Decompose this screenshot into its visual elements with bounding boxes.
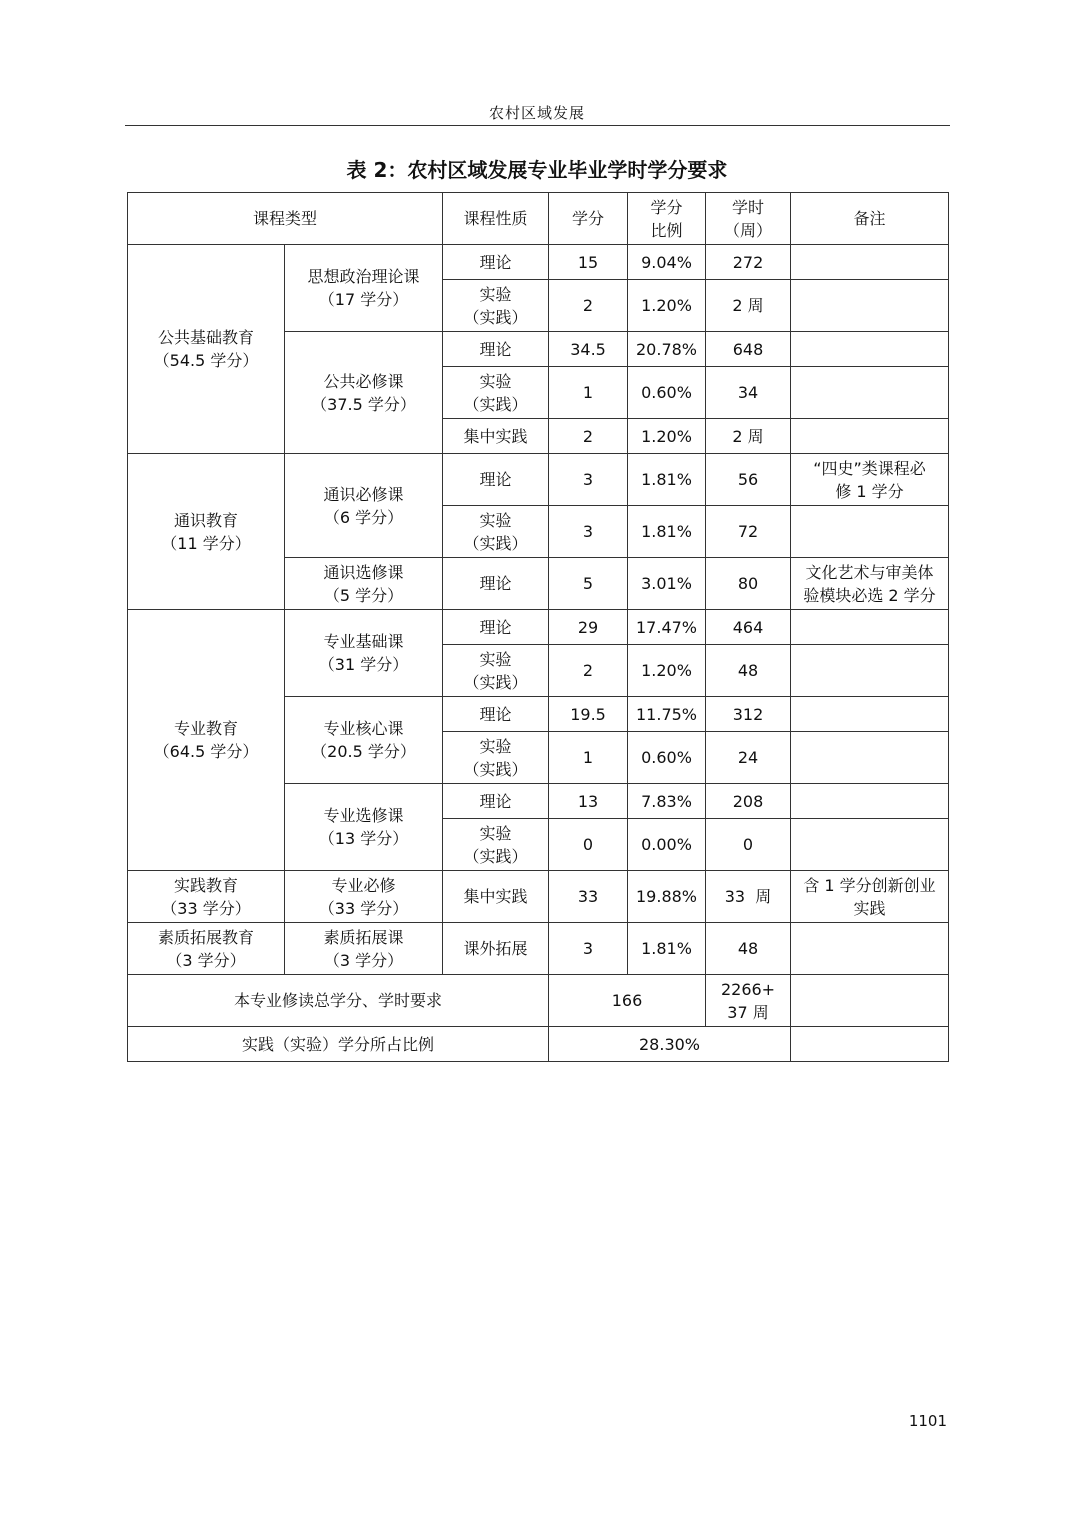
cell-ratio: 11.75% — [628, 697, 706, 732]
cell-ratio: 7.83% — [628, 784, 706, 819]
cell-credits: 3 — [549, 923, 628, 975]
table-row — [128, 454, 949, 506]
cell-hours: 48 — [706, 645, 791, 697]
cell-note — [791, 784, 949, 819]
cell-ratio: 17.47% — [628, 610, 706, 645]
cell-nature: 理论 — [443, 697, 549, 732]
cell-hours: 48 — [706, 923, 791, 975]
cell-note — [791, 419, 949, 454]
table-row — [128, 245, 949, 280]
cell-hours: 80 — [706, 558, 791, 610]
cell-note — [791, 697, 949, 732]
header-credits: 学分 — [549, 193, 628, 245]
cell-note — [791, 610, 949, 645]
table-row — [128, 610, 949, 645]
totals-label: 本专业修读总学分、学时要求 — [128, 975, 549, 1027]
group-general: 通识教育 （11 学分） — [128, 454, 285, 610]
cell-note: 含 1 学分创新创业 实践 — [791, 871, 949, 923]
cell-ratio: 19.88% — [628, 871, 706, 923]
cell-nature: 理论 — [443, 784, 549, 819]
header-hours: 学时 （周） — [706, 193, 791, 245]
subgroup-public-required: 公共必修课 （37.5 学分） — [285, 332, 443, 454]
cell-credits: 34.5 — [549, 332, 628, 367]
cell-ratio: 0.60% — [628, 732, 706, 784]
table-title: 表 2：农村区域发展专业毕业学时学分要求 — [346, 158, 728, 182]
header-rule — [125, 125, 950, 126]
cell-note: “四史”类课程必 修 1 学分 — [791, 454, 949, 506]
cell-ratio: 0.60% — [628, 367, 706, 419]
cell-ratio: 1.20% — [628, 280, 706, 332]
cell-note — [791, 732, 949, 784]
cell-note — [791, 645, 949, 697]
running-header: 农村区域发展 — [488, 104, 585, 122]
cell-hours: 33 周 — [706, 871, 791, 923]
cell-ratio: 1.81% — [628, 454, 706, 506]
cell-credits: 13 — [549, 784, 628, 819]
cell-hours: 72 — [706, 506, 791, 558]
page-number: 1101 — [908, 1412, 947, 1430]
practice-ratio-label: 实践（实验）学分所占比例 — [128, 1027, 549, 1062]
cell-credits: 2 — [549, 280, 628, 332]
cell-ratio: 1.20% — [628, 645, 706, 697]
cell-note: 文化艺术与审美体 验模块必选 2 学分 — [791, 558, 949, 610]
group-quality: 素质拓展教育 （3 学分） — [128, 923, 285, 975]
cell-credits: 1 — [549, 732, 628, 784]
cell-nature: 集中实践 — [443, 419, 549, 454]
cell-hours: 648 — [706, 332, 791, 367]
cell-hours: 272 — [706, 245, 791, 280]
cell-ratio: 1.20% — [628, 419, 706, 454]
cell-hours: 464 — [706, 610, 791, 645]
practice-ratio-row — [128, 1027, 949, 1062]
cell-nature: 理论 — [443, 610, 549, 645]
cell-note — [791, 367, 949, 419]
cell-credits: 3 — [549, 454, 628, 506]
cell-nature: 实验 （实践） — [443, 506, 549, 558]
cell-hours: 0 — [706, 819, 791, 871]
subgroup-practice-required: 专业必修 （33 学分） — [285, 871, 443, 923]
subgroup-quality-course: 素质拓展课 （3 学分） — [285, 923, 443, 975]
table-row — [128, 871, 949, 923]
cell-credits: 0 — [549, 819, 628, 871]
subgroup-major-basic: 专业基础课 （31 学分） — [285, 610, 443, 697]
totals-credits: 166 — [549, 975, 706, 1027]
totals-note — [791, 975, 949, 1027]
cell-nature: 理论 — [443, 332, 549, 367]
cell-credits: 29 — [549, 610, 628, 645]
group-major: 专业教育 （64.5 学分） — [128, 610, 285, 871]
cell-credits: 19.5 — [549, 697, 628, 732]
header-note: 备注 — [791, 193, 949, 245]
cell-nature: 实验 （实践） — [443, 819, 549, 871]
cell-nature: 理论 — [443, 454, 549, 506]
subgroup-major-core: 专业核心课 （20.5 学分） — [285, 697, 443, 784]
cell-ratio: 1.81% — [628, 506, 706, 558]
cell-hours: 34 — [706, 367, 791, 419]
cell-credits: 1 — [549, 367, 628, 419]
header-nature: 课程性质 — [443, 193, 549, 245]
cell-ratio: 1.81% — [628, 923, 706, 975]
cell-note — [791, 923, 949, 975]
cell-ratio: 0.00% — [628, 819, 706, 871]
cell-ratio: 3.01% — [628, 558, 706, 610]
cell-note — [791, 280, 949, 332]
cell-note — [791, 245, 949, 280]
cell-nature: 实验 （实践） — [443, 645, 549, 697]
header-course-type: 课程类型 — [128, 193, 443, 245]
group-public: 公共基础教育 （54.5 学分） — [128, 245, 285, 454]
cell-nature: 实验 （实践） — [443, 732, 549, 784]
cell-hours: 2 周 — [706, 419, 791, 454]
subgroup-major-elective: 专业选修课 （13 学分） — [285, 784, 443, 871]
practice-ratio-note — [791, 1027, 949, 1062]
header-row — [128, 193, 949, 245]
cell-credits: 33 — [549, 871, 628, 923]
cell-nature: 课外拓展 — [443, 923, 549, 975]
credits-table — [127, 192, 949, 1062]
cell-nature: 实验 （实践） — [443, 367, 549, 419]
table-row — [128, 923, 949, 975]
cell-credits: 2 — [549, 645, 628, 697]
cell-nature: 集中实践 — [443, 871, 549, 923]
cell-credits: 15 — [549, 245, 628, 280]
cell-note — [791, 506, 949, 558]
group-practice: 实践教育 （33 学分） — [128, 871, 285, 923]
cell-ratio: 20.78% — [628, 332, 706, 367]
totals-hours: 2266+ 37 周 — [706, 975, 791, 1027]
cell-note — [791, 819, 949, 871]
subgroup-general-required: 通识必修课 （6 学分） — [285, 454, 443, 558]
cell-nature: 实验 （实践） — [443, 280, 549, 332]
totals-row — [128, 975, 949, 1027]
subgroup-general-elective: 通识选修课 （5 学分） — [285, 558, 443, 610]
cell-hours: 56 — [706, 454, 791, 506]
subgroup-ideology: 思想政治理论课 （17 学分） — [285, 245, 443, 332]
cell-hours: 312 — [706, 697, 791, 732]
cell-hours: 208 — [706, 784, 791, 819]
cell-nature: 理论 — [443, 558, 549, 610]
cell-nature: 理论 — [443, 245, 549, 280]
practice-ratio-value: 28.30% — [549, 1027, 791, 1062]
cell-hours: 24 — [706, 732, 791, 784]
cell-hours: 2 周 — [706, 280, 791, 332]
header-ratio: 学分 比例 — [628, 193, 706, 245]
cell-credits: 3 — [549, 506, 628, 558]
cell-credits: 5 — [549, 558, 628, 610]
cell-credits: 2 — [549, 419, 628, 454]
cell-note — [791, 332, 949, 367]
cell-ratio: 9.04% — [628, 245, 706, 280]
